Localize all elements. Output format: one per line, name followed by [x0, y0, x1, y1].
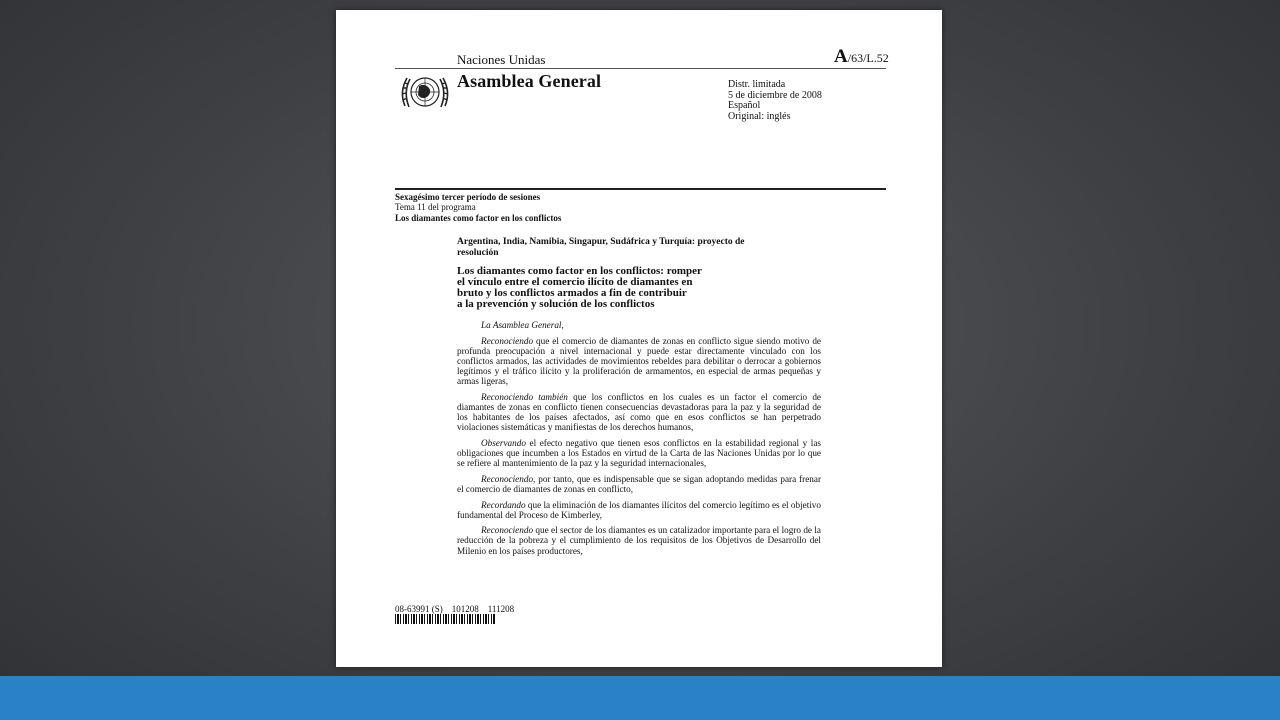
sponsors-heading: Argentina, India, Namibia, Singapur, Sudáfrica y Turquía: proyecto de resolución [457, 237, 745, 258]
distribution-line: Distr. limitada [728, 79, 786, 90]
symbol-letter: A [834, 46, 848, 67]
distribution-info [728, 80, 822, 122]
header-rule [395, 68, 886, 69]
paragraph-lead: Reconociendo también [481, 391, 568, 402]
title-line: bruto y los conflictos armados a fin de contribuir [457, 287, 687, 299]
paragraph [457, 474, 821, 494]
paragraph-text: que los conflictos en los cuales es un factor el comercio de diamantes de zonas en conflicto tienen consecuencias devastadoras para la paz y la seguridad de los habitantes de los países afectados, así como que en esos conflictos se han perpetrado violaciones sistemáticas y manifiestas de los derechos humanos, [457, 391, 821, 433]
session-line: Sexagésimo tercer período de sesiones [395, 192, 541, 202]
paragraph [457, 438, 821, 469]
paragraph-lead: Reconociendo [481, 525, 534, 536]
paragraph-lead: Reconociendo [481, 335, 534, 346]
paragraph-text: que el comercio de diamantes de zonas en conflicto sigue siendo motivo de profunda preocupación a nivel internacional y puede estar directamente vinculado con los conflictos armados, las actividades de movimientos rebeldes para debilitar o derrocar a gobiernos legítimos y el tráfico ilícito y la proliferación de armamentos, en especial de armas pequeñas y armas ligeras, [457, 335, 821, 387]
title-line: a la prevención y solución de los conflictos [457, 298, 655, 310]
paragraph-lead: Observando [481, 437, 526, 448]
document-symbol [834, 46, 889, 68]
assembly-title: Asamblea General [457, 71, 602, 91]
resolution-title [457, 266, 787, 310]
paragraph-text: el efecto negativo que tienen esos conflictos en la estabilidad regional y las obligaciones que incumben a los Estados en virtud de la Carta de las Naciones Unidas por lo que se refiere al mantenimiento de la paz y la seguridad internacionales, [457, 437, 821, 469]
organization-name: Naciones Unidas [457, 52, 546, 67]
section-rule [395, 188, 886, 190]
session-info [395, 192, 561, 223]
original-line: Original: inglés [728, 110, 791, 122]
paragraph-text: que la eliminación de los diamantes ilícitos del comercio legítimo es el objetivo fundamental del Proceso de Kimberley, [457, 499, 821, 520]
document-code: 08-63991 (S) 101208 111208 [395, 604, 515, 614]
paragraph-text: que el sector de los diamantes es un catalizador importante para el logro de la reducción de la pobreza y el cumplimiento de los requisitos de los Objetivos de Desarrollo del Milenio en los países productores, [457, 525, 821, 556]
language-line: Español [728, 100, 761, 111]
paragraph [457, 500, 821, 520]
paragraph [457, 320, 821, 330]
symbol-number: /63/L.52 [847, 51, 889, 65]
agenda-title-line: Los diamantes como factor en los conflictos [395, 212, 562, 223]
agenda-item-line: Tema 11 del programa [395, 202, 476, 213]
paragraph-lead: Reconociendo [481, 473, 534, 484]
resolution-body [457, 320, 821, 561]
un-emblem-icon [397, 72, 453, 112]
paragraph-text: , [561, 320, 564, 330]
title-line: el vínculo entre el comercio ilícito de diamantes en [457, 276, 693, 288]
paragraph [457, 336, 821, 387]
paragraph-text: , por tanto, que es indispensable que se sigan adoptando medidas para frenar el comercio de diamantes de zonas en conflicto, [457, 473, 821, 495]
bottom-bar [0, 676, 1280, 720]
paragraph-lead: Recordando [481, 499, 526, 510]
document-page [336, 10, 942, 667]
date-line: 5 de diciembre de 2008 [728, 89, 822, 101]
title-line: Los diamantes como factor en los conflictos: romper [457, 265, 702, 277]
paragraph [457, 392, 821, 433]
paragraph-lead: La Asamblea General [481, 320, 562, 330]
paragraph [457, 525, 821, 556]
barcode [395, 614, 495, 624]
